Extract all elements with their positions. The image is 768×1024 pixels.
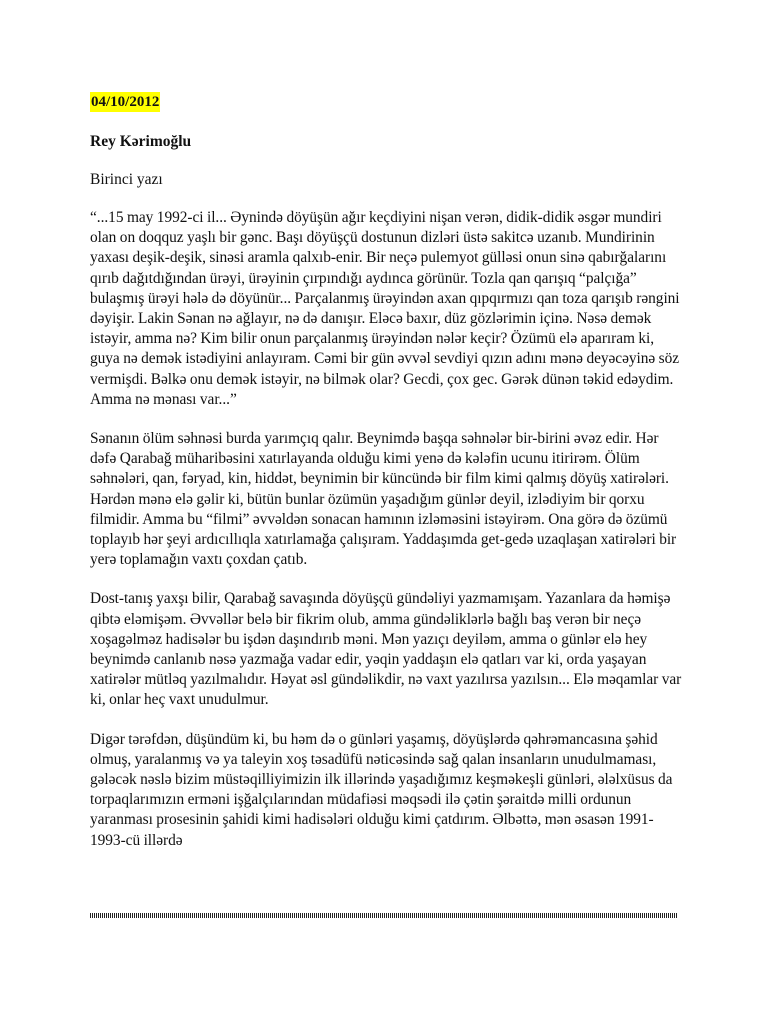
document-date: 04/10/2012	[91, 94, 160, 110]
author-name: Rey Kərimoğlu	[90, 133, 192, 150]
paragraph-1: “...15 may 1992-ci il... Əynində döyüşün ağır keçdiyini nişan verən, didik-didik əsgər mundiri olan on doqquz yaşlı bir gənc. Başı döyüşçü dostunun dizləri üstə sakitcə uzanıb. Mundirinin yaxası deşik-deşik, sinəsi aramla qalxıb-enir. Bir neçə pulemyot gülləsi onun sinə qabırğalarını qırıb dağıtdığından ürəyi, ürəyinin çırpındığı aydınca görünür. Tozla qan qarışıq “palçığa” bulaşmış ürəyi hələ də döyünür... Parçalanmış ürəyindən axan qıpqırmızı qan toza qarışıb rəngini dəyişir. Lakin Sənan nə ağlayır, nə də danışır. Eləcə baxır, düz gözlərimin içinə. Nəsə demək istəyir, amma nə? Kim bilir onun parçalanmış ürəyindən nələr keçir? Özümü elə aparıram ki, guya nə demək istədiyini anlayıram. Cəmi bir gün əvvəl sevdiyi qızın adını mənə deyəcəyinə söz vermişdi. Bəlkə onu demək istəyir, nə bilmək olar? Gecdi, çox gec. Gərək dünən təkid edəydim. Amma nə mənası var...”	[90, 209, 680, 408]
page-cut-edge	[90, 913, 678, 918]
paragraph-2: Sənanın ölüm səhnəsi burda yarımçıq qalır. Beynimdə başqa səhnələr bir-birini əvəz edir. Hər dəfə Qarabağ müharibəsini xatırlayanda olduğu kimi yenə də kələfin ucunu itirirəm. Ölüm səhnələri, qan, fəryad, kin, hiddət, beynimin bir küncündə bir film kimi qalmış döyüş xatirələri. Hərdən mənə elə gəlir ki, bütün bunlar özümün yaşadığım günlər deyil, izlədiyim bir qorxu filmidir. Amma bu “filmi” əvvəldən sonacan hamının izləməsini istəyirəm. Ona görə də özümü toplayıb hər şeyi ardıcıllıqla xatırlamağa çalışıram. Yaddaşımda get-gedə uzaqlaşan xatirələri bir yerə toplamağın vaxtı çoxdan çatıb.	[90, 430, 677, 569]
article-subtitle: Birinci yazı	[90, 171, 163, 188]
paragraph-3: Dost-tanış yaxşı bilir, Qarabağ savaşında döyüşçü gündəliyi yazmamışam. Yazanlara da həmişə qibtə eləmişəm. Əvvəllər belə bir fikrim olub, amma gündəliklərlə bağlı baş verən bir neçə xoşagəlməz hadisələr bu işdən daşındırıb məni. Mən yazıçı deyiləm, amma o günlər elə hey beynimdə canlanıb nəsə yazmağa vadar edir, yəqin yaddaşın elə qatları var ki, orda yaşayan xatirələr mütləq yazılmalıdır. Həyat əsl gündəlikdir, nə vaxt yazılırsa yazılsın... Elə məqamlar var ki, onlar heç vaxt unudulmur.	[90, 590, 682, 709]
document-page	[90, 92, 682, 870]
paragraph-4: Digər tərəfdən, düşündüm ki, bu həm də o günləri yaşamış, döyüşlərdə qəhrəmancasına şəhid olmuş, yaralanmış və ya taleyin xoş təsadüfü nəticəsində sağ qalan insanların unudulmaması, gələcək nəslə bizim müstəqilliyimizin ilk illərində yaşadığımız keşməkeşli günləri, ələlxüsus da torpaqlarımızın erməni işğalçılarından müdafiəsi məqsədi ilə çətin şəraitdə milli ordunun yaranması prosesinin şahidi kimi hadisələri olduğu kimi çatdırım. Əlbəttə, mən əsasən 1991-1993-cü illərdə	[90, 730, 673, 849]
